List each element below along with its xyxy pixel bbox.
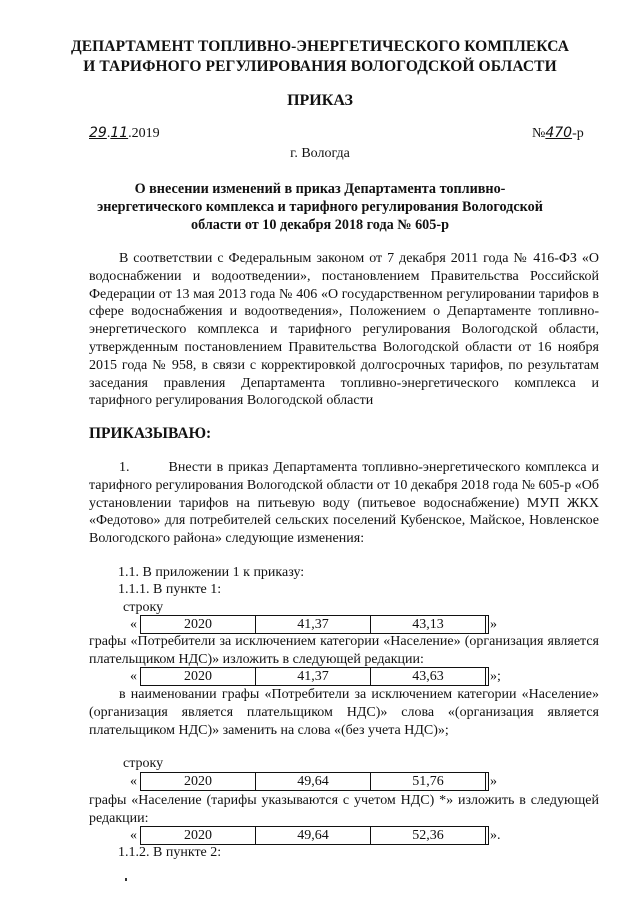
tariff-row-4-value-2: 52,36 [370, 827, 485, 844]
order-title-line1: О внесении изменений в приказ Департамента топливно- [134, 181, 506, 197]
tariff-row-4-value-1: 49,64 [255, 827, 370, 844]
number-value: 470 [545, 125, 573, 141]
tariff-row-1-end [485, 616, 488, 633]
graph-1-paragraph: графы «Потребители за исключением категории «Население» (организация является плательщиком НДС)» изложить в следующей редакции: [89, 634, 599, 667]
tariff-row-1-value-1: 41,37 [255, 616, 370, 633]
department-name-line2: И ТАРИФНОГО РЕГУЛИРОВАНИЯ ВОЛОГОДСКОЙ ОБЛАСТИ [83, 58, 557, 75]
tariff-row-3-year: 2020 [184, 774, 212, 789]
quote-open-3: « [130, 774, 137, 789]
number-prefix: № [532, 126, 546, 141]
order-title-line3: области от 10 декабря 2018 года № 605-р [191, 217, 449, 233]
order-date: 29.11.2019 [89, 125, 160, 141]
sub-1-1-1: 1.1.1. В пункте 1: [118, 582, 222, 597]
tariff-row-1-year: 2020 [184, 617, 212, 632]
order-word: ПРИКАЗЫВАЮ: [89, 425, 212, 442]
order-title-line2: энергетического комплекса и тарифного регулирования Вологодской [97, 199, 543, 215]
tariff-row-2-year: 2020 [184, 669, 212, 684]
order-number [532, 125, 584, 142]
number-suffix: -р [572, 126, 584, 141]
sub-1-1-2: 1.1.2. В пункте 2: [118, 845, 222, 860]
department-name-line1: ДЕПАРТАМЕНТ ТОПЛИВНО-ЭНЕРГЕТИЧЕСКОГО КОМПЛЕКСА [70, 38, 570, 55]
tariff-row-2-end [485, 668, 488, 685]
tariff-row-3-value-1: 49,64 [255, 773, 370, 790]
quote-open-2: « [130, 669, 137, 684]
city: г. Вологда [290, 146, 350, 161]
date-day: 29 [89, 125, 107, 141]
quote-close-1: » [490, 617, 497, 632]
date-year: .2019 [128, 126, 160, 141]
sub-1-1: 1.1. В приложении 1 к приказу: [118, 565, 305, 580]
quote-close-3: » [490, 774, 497, 789]
tariff-row-3 [140, 772, 489, 791]
tariff-row-2 [140, 667, 489, 686]
preamble-paragraph: В соответствии с Федеральным законом от 7 декабря 2011 года № 416-ФЗ «О водоснабжении и водоотведении», постановлением Правительства Российской Федерации от 13 мая 2013 года № 406 «О государственном регулировании тарифов в сфере водоснабжения и водоотведения», Положением о Департаменте топливно-энергетического комплекса и тарифного регулирования Вологодской области, утвержденным постановлением Правительства Вологодской области от 16 ноября 2015 года № 958, в связи с корректировкой долгосрочных тарифов, по результатам заседания правления Департамента топливно-энергетического комплекса и тарифного регулирования Вологодской области [89, 251, 599, 409]
tariff-row-2-value-2: 43,63 [370, 668, 485, 685]
tariff-row-1 [140, 615, 489, 634]
date-month: 11 [110, 125, 129, 141]
quote-open-1: « [130, 617, 137, 632]
tariff-row-4-end [485, 827, 488, 844]
word-row-2: строку [123, 756, 164, 771]
tariff-row-4 [140, 826, 489, 845]
quote-close-2: »; [490, 669, 501, 684]
tariff-row-2-value-1: 41,37 [255, 668, 370, 685]
item-1-paragraph: 1. Внести в приказ Департамента топливно-энергетического комплекса и тарифного регулирования Вологодской области от 10 декабря 2018 года № 605-р «Об установлении тарифов на питьевую воду (питьевое водоснабжение) МУП ЖКХ «Федотово» для потребителей сельских поселений Кубенское, Майское, Новленское Вологодского района» следующие изменения: [89, 460, 599, 547]
quote-open-4: « [130, 828, 137, 843]
word-row-1: строку [123, 600, 164, 615]
tariff-row-4-year: 2020 [184, 828, 212, 843]
scan-speck [125, 878, 127, 881]
tariff-row-3-value-2: 51,76 [370, 773, 485, 790]
rename-paragraph: в наименовании графы «Потребители за исключением категории «Население» (организация является плательщиком НДС)» слова «(организация является плательщиком НДС)» заменить на слова «(без учета НДС)»; [89, 687, 599, 738]
quote-close-4: ». [490, 828, 501, 843]
tariff-row-1-value-2: 43,13 [370, 616, 485, 633]
document-type: ПРИКАЗ [287, 92, 353, 109]
graph-2-paragraph: графы «Население (тарифы указываются с учетом НДС) *» изложить в следующей редакции: [89, 793, 599, 826]
tariff-row-3-end [485, 773, 488, 790]
